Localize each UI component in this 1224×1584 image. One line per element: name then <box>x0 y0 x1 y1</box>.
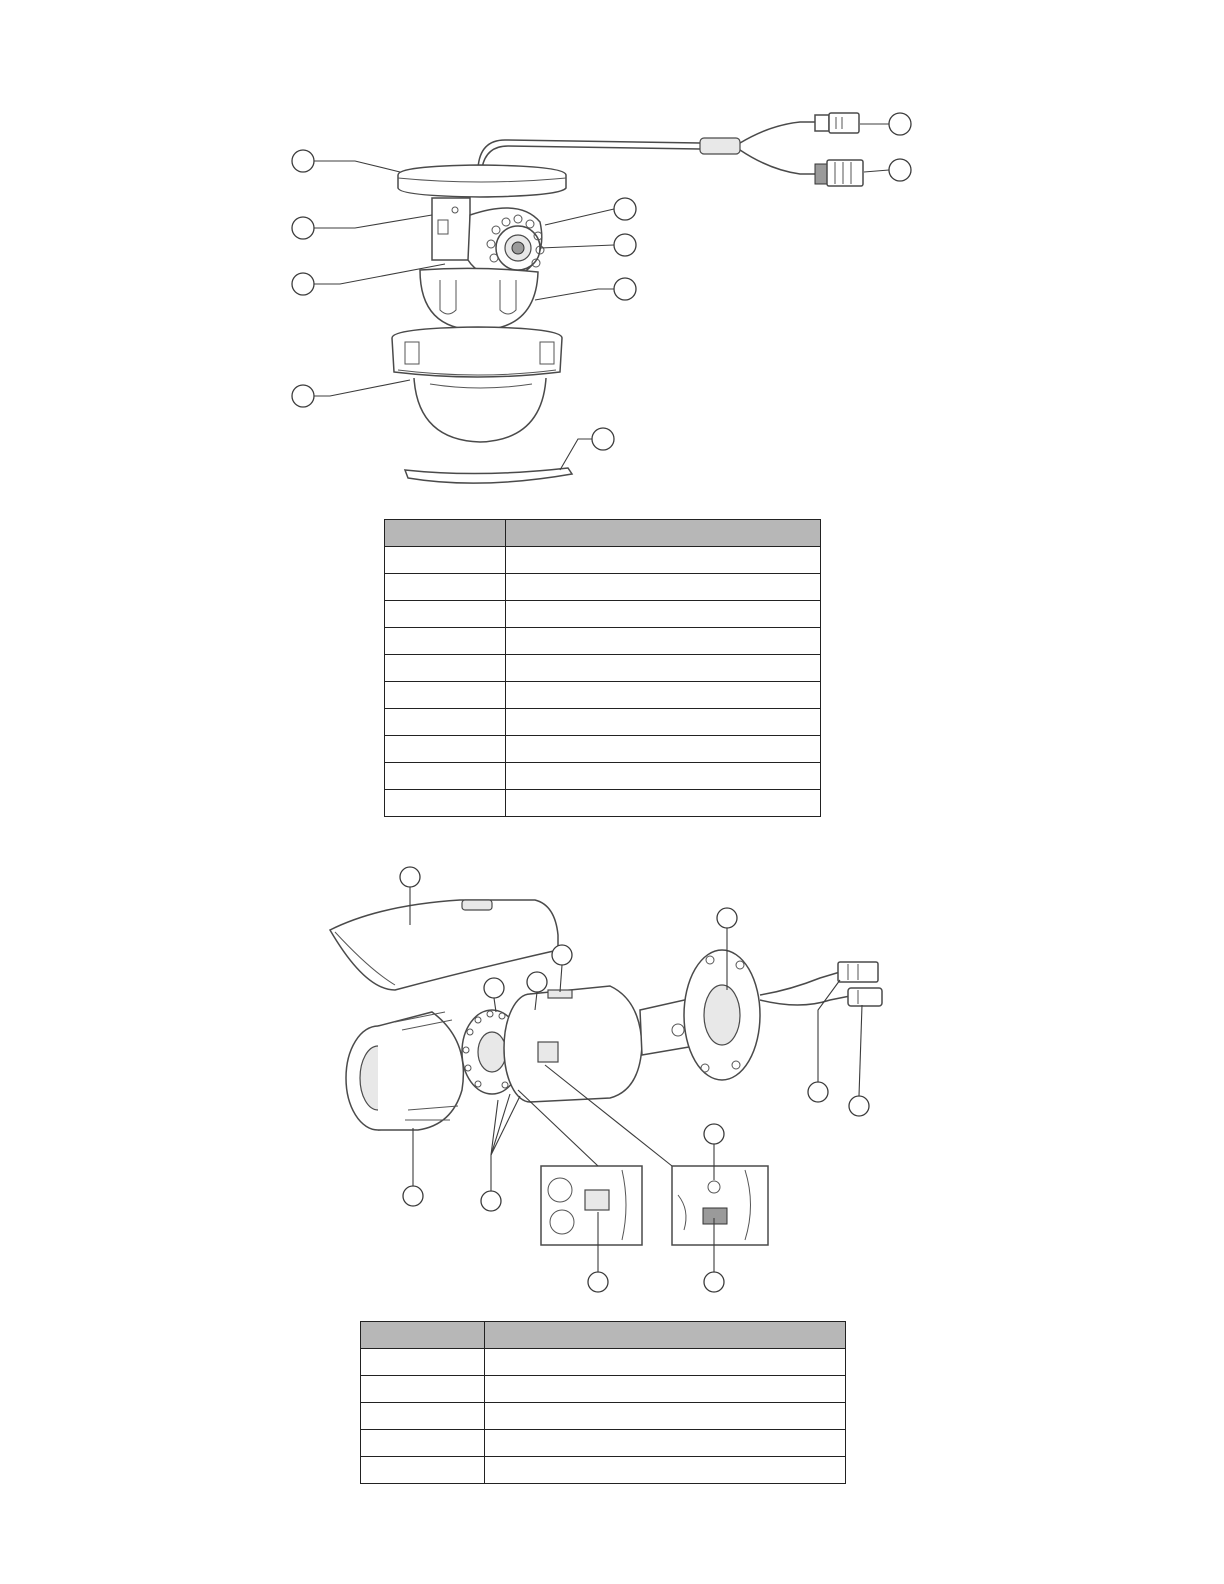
table-cell <box>485 1403 846 1430</box>
table-cell <box>385 709 506 736</box>
dome-network-connector <box>815 160 863 186</box>
table-row <box>361 1430 846 1457</box>
bullet-inset-detail-2 <box>672 1166 768 1245</box>
dome-mounting-base <box>398 165 566 197</box>
table-cell <box>506 709 821 736</box>
table-row <box>361 1457 846 1484</box>
table-header-cell <box>361 1322 485 1349</box>
dome-callout-1 <box>292 150 400 172</box>
bullet-front-hood <box>346 1012 463 1130</box>
bullet-camera-body <box>504 986 642 1102</box>
table-row <box>385 601 821 628</box>
table-cell <box>506 655 821 682</box>
dome-camera-diagram <box>0 0 1224 500</box>
bullet-inset-detail-1 <box>541 1166 642 1245</box>
table-cell <box>506 790 821 817</box>
table-cell <box>385 601 506 628</box>
table-header-cell <box>485 1322 846 1349</box>
table-row <box>385 763 821 790</box>
dome-lens-holder <box>420 268 538 330</box>
bullet-camera-diagram <box>0 860 1224 1310</box>
table-cell <box>385 628 506 655</box>
table-cell <box>506 682 821 709</box>
dome-power-connector <box>815 113 859 133</box>
bullet-callout-9 <box>481 1094 520 1211</box>
table-cell <box>506 763 821 790</box>
table-header-cell <box>385 520 506 547</box>
table-row <box>361 1403 846 1430</box>
table-cell <box>506 628 821 655</box>
table-cell <box>361 1430 485 1457</box>
bullet-sun-shield <box>330 900 558 990</box>
table-cell <box>506 601 821 628</box>
dome-cable-splitter <box>700 138 740 154</box>
table-row <box>385 736 821 763</box>
bullet-callout-4 <box>484 978 504 1012</box>
table-header-cell <box>506 520 821 547</box>
dome-safety-strap <box>405 468 572 483</box>
table-cell <box>385 763 506 790</box>
bullet-network-connector <box>838 962 878 982</box>
table-row <box>385 709 821 736</box>
table-row <box>361 1349 846 1376</box>
dome-callout-2 <box>292 215 432 239</box>
table-row <box>385 655 821 682</box>
table-cell <box>485 1349 846 1376</box>
table-cell <box>385 655 506 682</box>
table-cell <box>385 736 506 763</box>
table-cell <box>385 790 506 817</box>
table-row <box>385 682 821 709</box>
dome-camera-module <box>468 208 544 277</box>
table-cell <box>361 1376 485 1403</box>
table-cell <box>506 736 821 763</box>
table-row <box>361 1376 846 1403</box>
table-cell <box>361 1403 485 1430</box>
dome-callout-5 <box>545 198 636 225</box>
table-row <box>385 574 821 601</box>
table-row <box>385 790 821 817</box>
dome-callout-7 <box>535 278 636 300</box>
table-row <box>385 547 821 574</box>
table-cell <box>485 1457 846 1484</box>
dome-callout-6 <box>540 234 636 256</box>
dome-cable <box>478 140 700 168</box>
table-header-row <box>361 1322 846 1349</box>
table-cell <box>361 1457 485 1484</box>
bullet-callout-2 <box>552 945 572 992</box>
bullet-callout-7 <box>849 1005 869 1116</box>
dome-callout-4 <box>292 380 410 407</box>
dome-callout-9 <box>860 113 911 135</box>
table-cell <box>506 574 821 601</box>
table-cell <box>385 574 506 601</box>
dome-bracket <box>432 198 470 260</box>
dome-callout-10 <box>864 159 911 181</box>
table-header-row <box>385 520 821 547</box>
dome-cover-ring <box>392 327 562 377</box>
bullet-power-connector <box>848 988 882 1006</box>
table-cell <box>361 1349 485 1376</box>
bullet-mounting-bracket <box>640 950 760 1080</box>
table-row <box>385 628 821 655</box>
table-cell <box>385 682 506 709</box>
table-cell <box>506 547 821 574</box>
bullet-parts-table <box>360 1321 846 1484</box>
table-cell <box>485 1430 846 1457</box>
bullet-callout-8 <box>403 1128 423 1206</box>
dome-callout-8 <box>560 428 614 470</box>
dome-parts-table <box>384 519 821 817</box>
table-cell <box>485 1376 846 1403</box>
table-cell <box>385 547 506 574</box>
